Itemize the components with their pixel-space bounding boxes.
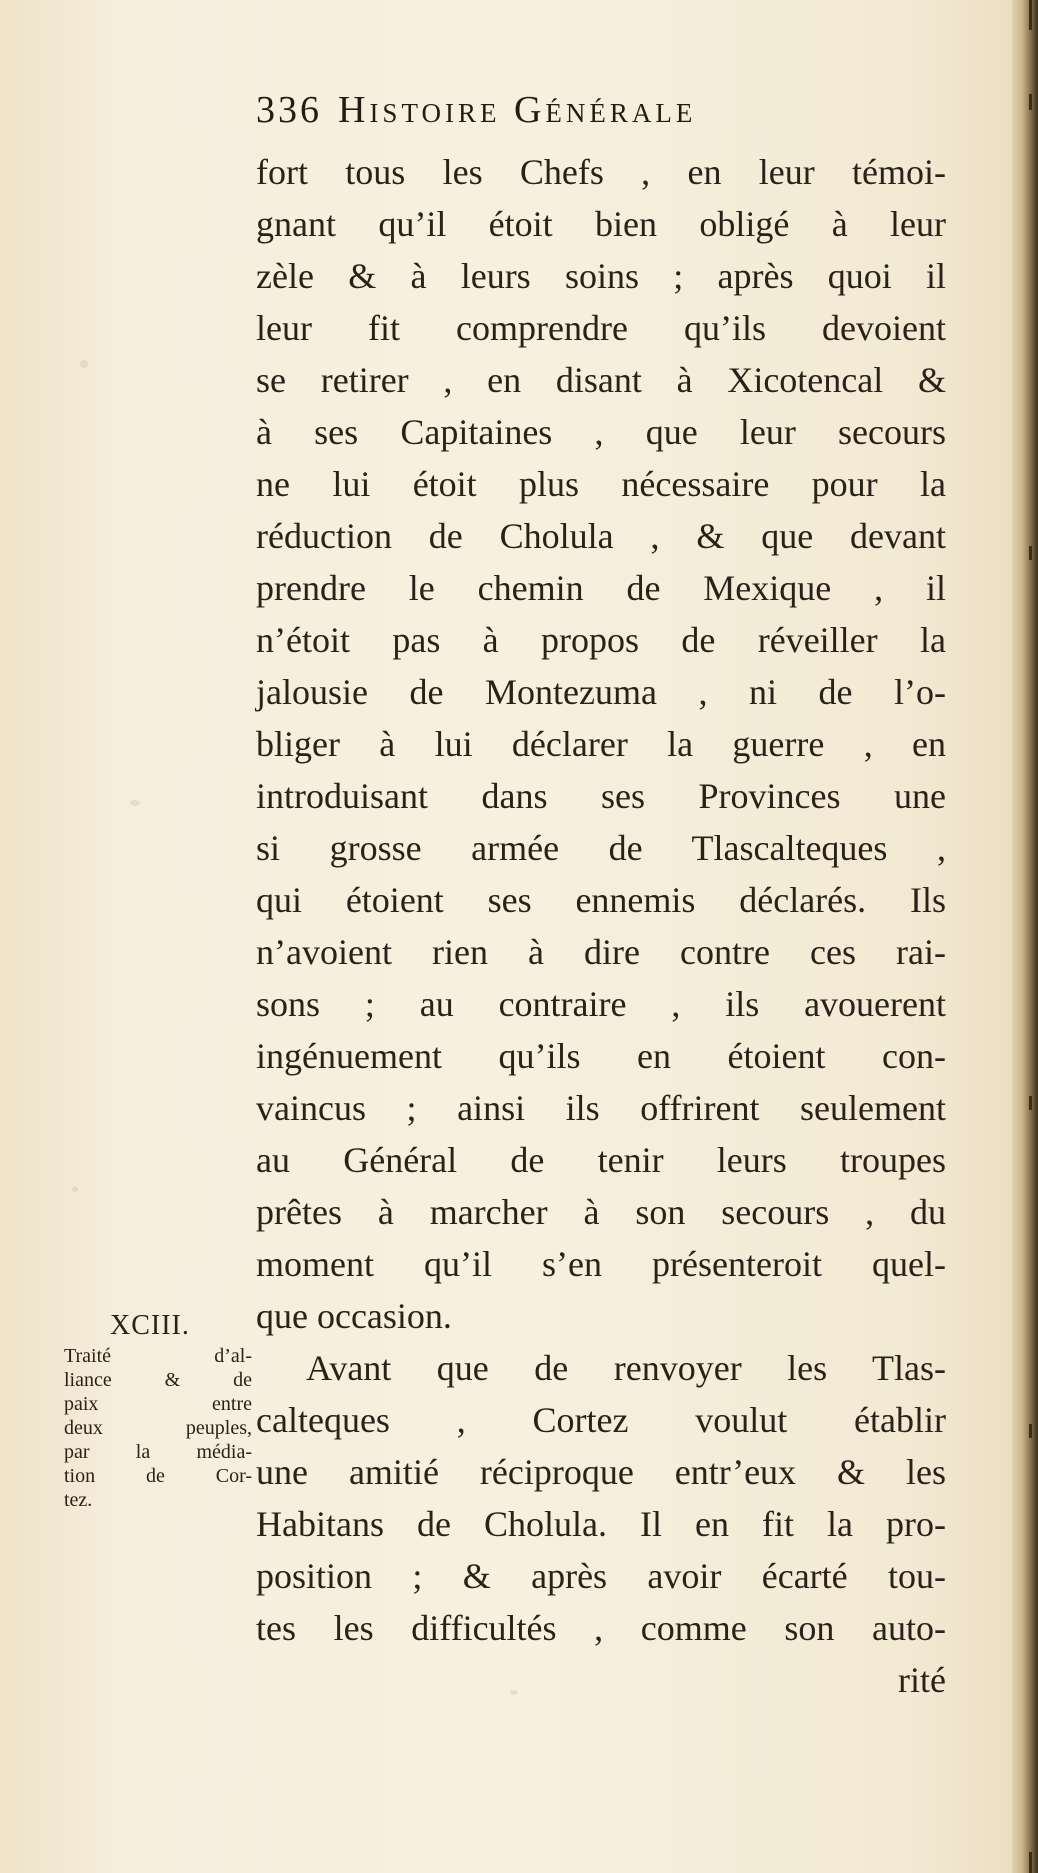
page-edge-shadow xyxy=(1012,0,1038,1873)
text-line: que occasion. xyxy=(256,1296,452,1336)
text-line: bliger à lui déclarer la guerre , en xyxy=(256,724,946,764)
text-line: prendre le chemin de Mexique , il xyxy=(256,568,946,608)
text-line: ne lui étoit plus nécessaire pour la xyxy=(256,464,946,504)
text-line: sons ; au contraire , ils avouerent xyxy=(256,984,946,1024)
text-line: gnant qu’il étoit bien obligé à leur xyxy=(256,204,946,244)
text-line: introduisant dans ses Provinces une xyxy=(256,776,946,816)
margin-note-line: tez. xyxy=(64,1489,93,1511)
page-number: 336 xyxy=(256,89,322,131)
text-line: calteques , Cortez voulut établir xyxy=(256,1400,946,1440)
text-line: n’étoit pas à propos de réveiller la xyxy=(256,620,946,660)
text-line: prêtes à marcher à son secours , du xyxy=(256,1192,946,1232)
section-numeral: XCIII. xyxy=(110,1310,190,1341)
catchword: rité xyxy=(898,1660,946,1700)
margin-note-line: paix entre xyxy=(64,1393,252,1415)
text-line: jalousie de Montezuma , ni de l’o- xyxy=(256,672,946,712)
text-line: au Général de tenir leurs troupes xyxy=(256,1140,946,1180)
running-title: Histoire Générale xyxy=(338,89,697,131)
margin-note-line: Traité d’al- xyxy=(64,1345,252,1367)
running-head xyxy=(256,88,696,132)
text-line: à ses Capitaines , que leur secours xyxy=(256,412,946,452)
text-line: qui étoient ses ennemis déclarés. Ils xyxy=(256,880,946,920)
text-line: se retirer , en disant à Xicotencal & xyxy=(256,360,946,400)
text-line: réduction de Cholula , & que devant xyxy=(256,516,946,556)
text-line: vaincus ; ainsi ils offrirent seulement xyxy=(256,1088,946,1128)
body-text xyxy=(256,146,946,1706)
paper-speck xyxy=(80,360,88,368)
text-line: ingénuement qu’ils en étoient con- xyxy=(256,1036,946,1076)
paragraph-start-line: Avant que de renvoyer les Tlas- xyxy=(306,1348,946,1388)
text-line: fort tous les Chefs , en leur témoi- xyxy=(256,152,946,192)
paper-speck xyxy=(130,800,140,806)
text-line: si grosse armée de Tlascalteques , xyxy=(256,828,946,868)
margin-note-line: par la média- xyxy=(64,1441,252,1463)
text-line: une amitié réciproque entr’eux & les xyxy=(256,1452,946,1492)
margin-note-line: tion de Cor- xyxy=(64,1465,252,1487)
text-line: Habitans de Cholula. Il en fit la pro- xyxy=(256,1504,946,1544)
margin-note-line: deux peuples, xyxy=(64,1417,252,1439)
text-line: leur fit comprendre qu’ils devoient xyxy=(256,308,946,348)
margin-note-line: liance & de xyxy=(64,1369,252,1391)
text-line: zèle & à leurs soins ; après quoi il xyxy=(256,256,946,296)
text-line: moment qu’il s’en présenteroit quel- xyxy=(256,1244,946,1284)
text-line: tes les difficultés , comme son auto- xyxy=(256,1608,946,1648)
margin-note xyxy=(64,1308,252,1512)
paper-speck xyxy=(72,1186,78,1192)
text-line: n’avoient rien à dire contre ces rai- xyxy=(256,932,946,972)
text-line: position ; & après avoir écarté tou- xyxy=(256,1556,946,1596)
